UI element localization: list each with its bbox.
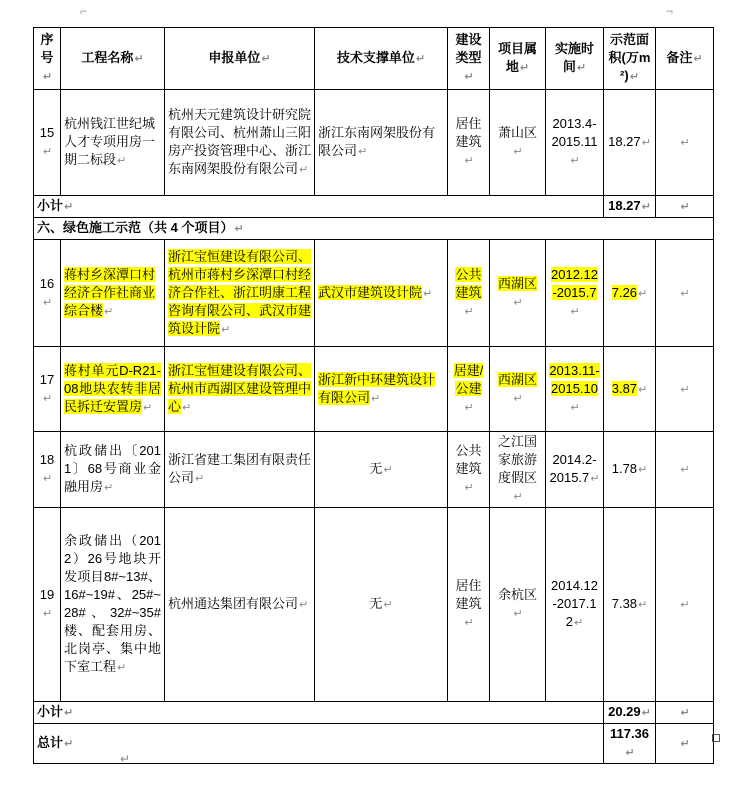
subtotal-value: 18.27↵ [604, 196, 656, 218]
header-name: 工程名称↵ [61, 28, 165, 90]
row-type: 公共建筑↵ [448, 432, 490, 508]
paragraph-mark: ↵ [120, 752, 131, 766]
row-support: 无↵ [315, 432, 448, 508]
total-value: 117.36↵ [604, 724, 656, 764]
header-row [34, 28, 714, 90]
row-applicant: 杭州通达集团有限公司↵ [165, 508, 315, 702]
row-area: 3.87↵ [604, 347, 656, 432]
section-row [34, 218, 714, 240]
subtotal-row [34, 702, 714, 724]
table-resize-handle[interactable] [712, 734, 720, 742]
row-note: ↵ [656, 240, 714, 347]
header-area: 示范面积(万m²)↵ [604, 28, 656, 90]
header-location: 项目属地↵ [490, 28, 546, 90]
header-time: 实施时间↵ [546, 28, 604, 90]
header-support: 技术支撑单位↵ [315, 28, 448, 90]
subtotal-note: ↵ [656, 196, 714, 218]
row-seq: 18↵ [34, 432, 61, 508]
header-type: 建设类型↵ [448, 28, 490, 90]
row-note: ↵ [656, 90, 714, 196]
table-row [34, 90, 714, 196]
subtotal-row [34, 196, 714, 218]
row-type: 居建/公建↵ [448, 347, 490, 432]
page-corner-mark: ¬ [666, 4, 674, 18]
row-area: 1.78↵ [604, 432, 656, 508]
row-support: 浙江东南网架股份有限公司↵ [315, 90, 448, 196]
row-location: 西湖区↵ [490, 240, 546, 347]
table-row [34, 240, 714, 347]
row-area: 18.27↵ [604, 90, 656, 196]
row-time: 2013.4-2015.11↵ [546, 90, 604, 196]
row-location: 萧山区↵ [490, 90, 546, 196]
row-note: ↵ [656, 347, 714, 432]
row-seq: 15↵ [34, 90, 61, 196]
row-time: 2014.12-2017.12↵ [546, 508, 604, 702]
row-name: 杭州钱江世纪城人才专项用房一期二标段↵ [61, 90, 165, 196]
row-time: 2013.11-2015.10↵ [546, 347, 604, 432]
total-note: ↵ [656, 724, 714, 764]
row-area: 7.38↵ [604, 508, 656, 702]
row-seq: 19↵ [34, 508, 61, 702]
row-note: ↵ [656, 508, 714, 702]
row-name: 蒋村乡深潭口村经济合作社商业综合楼↵ [61, 240, 165, 347]
total-label: 总计↵ [34, 724, 604, 764]
subtotal-note: ↵ [656, 702, 714, 724]
row-location: 余杭区↵ [490, 508, 546, 702]
row-seq: 17↵ [34, 347, 61, 432]
project-table [33, 27, 714, 764]
row-location: 西湖区↵ [490, 347, 546, 432]
row-applicant: 浙江宝恒建设有限公司、杭州市西湖区建设管理中心↵ [165, 347, 315, 432]
subtotal-value: 20.29↵ [604, 702, 656, 724]
row-support: 武汉市建筑设计院↵ [315, 240, 448, 347]
section-title: 六、绿色施工示范（共 4 个项目）↵ [34, 218, 714, 240]
row-name: 余政储出（2012）26号地块开发项目8#~13#、16#~19#、25#~28#、32#~35#楼、配套用房、北岗亭、集中地下室工程↵ [61, 508, 165, 702]
row-area: 7.26↵ [604, 240, 656, 347]
subtotal-label: 小计↵ [34, 702, 604, 724]
total-row [34, 724, 714, 764]
row-applicant: 浙江省建工集团有限责任公司↵ [165, 432, 315, 508]
row-seq: 16↵ [34, 240, 61, 347]
table-row [34, 432, 714, 508]
page-corner-mark: ⌐ [80, 4, 88, 18]
row-time: 2012.12-2015.7↵ [546, 240, 604, 347]
row-type: 居住建筑↵ [448, 508, 490, 702]
header-note: 备注↵ [656, 28, 714, 90]
row-applicant: 浙江宝恒建设有限公司、杭州市蒋村乡深潭口村经济合作社、浙江明康工程咨询有限公司、武汉市建筑设计院↵ [165, 240, 315, 347]
row-name: 蒋村单元D-R21-08地块农转非居民拆迁安置房↵ [61, 347, 165, 432]
row-type: 居住建筑↵ [448, 90, 490, 196]
row-type: 公共建筑↵ [448, 240, 490, 347]
row-note: ↵ [656, 432, 714, 508]
header-applicant: 申报单位↵ [165, 28, 315, 90]
table-row [34, 508, 714, 702]
header-seq: 序号↵ [34, 28, 61, 90]
row-name: 杭政储出〔2011〕68号商业金融用房↵ [61, 432, 165, 508]
row-applicant: 杭州天元建筑设计研究院有限公司、杭州萧山三阳房产投资管理中心、浙江东南网架股份有限公司↵ [165, 90, 315, 196]
subtotal-label: 小计↵ [34, 196, 604, 218]
row-time: 2014.2-2015.7↵ [546, 432, 604, 508]
table-row [34, 347, 714, 432]
row-location: 之江国家旅游度假区↵ [490, 432, 546, 508]
row-support: 浙江新中环建筑设计有限公司↵ [315, 347, 448, 432]
row-support: 无↵ [315, 508, 448, 702]
